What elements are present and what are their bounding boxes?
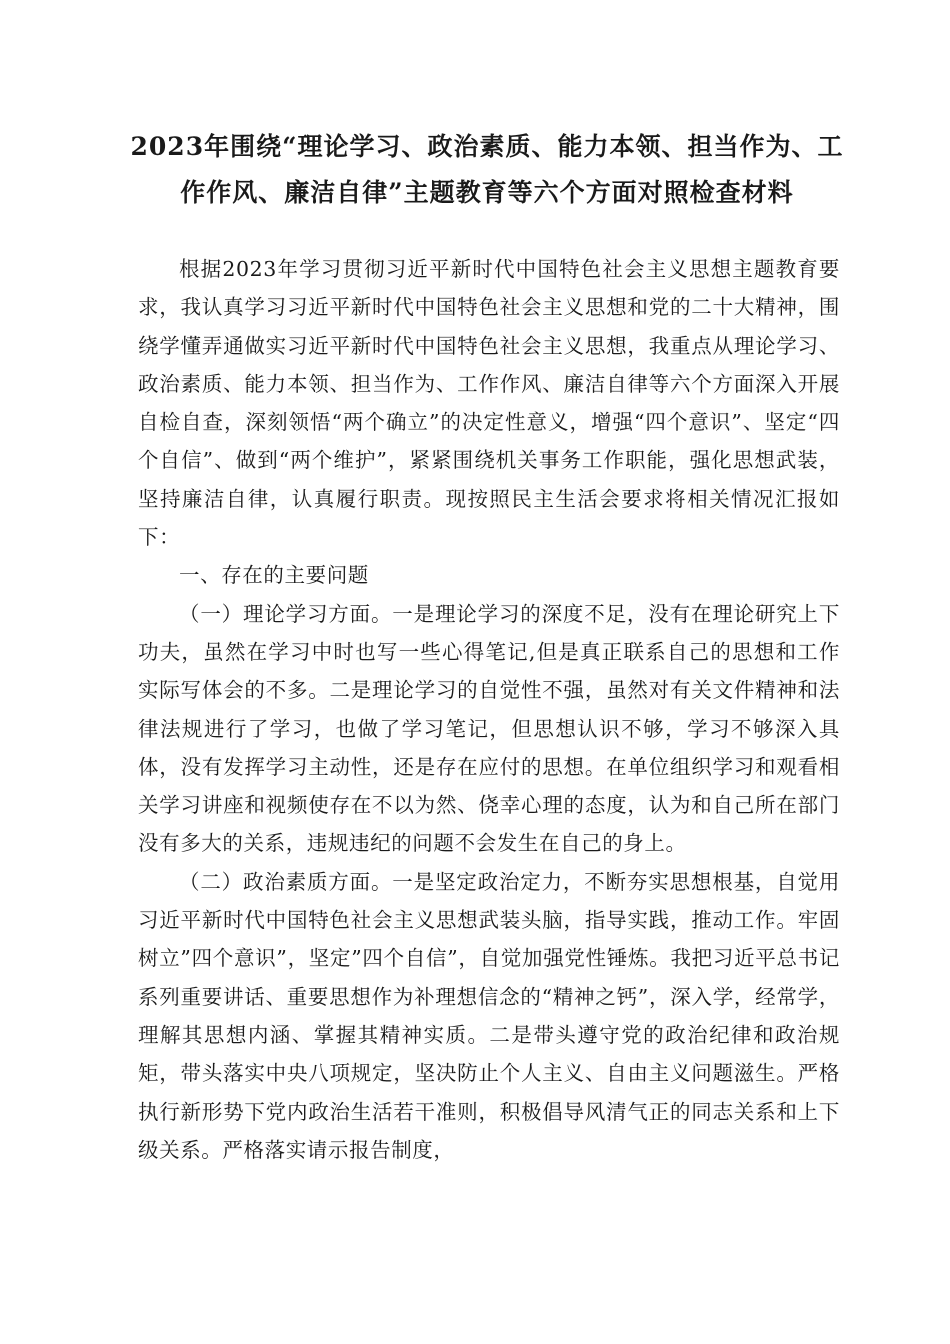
section-heading-main-problems: 一、存在的主要问题: [179, 563, 369, 588]
intro-paragraph: 根据2023年学习贯彻习近平新时代中国特色社会主义思想主题教育要求，我认真学习习近平新时代中国特色社会主义思想和党的二十大精神，围绕学懂弄通做实习近平新时代中国特色社会主义思想，我重点从理论学习、政治素质、能力本领、担当作为、工作作风、廉洁自律等六个方面深入开展自检自查，深刻领悟“两个确立”的决定性意义，增强“四个意识”、坚定“四个自信”、做到“两个维护”，紧紧围绕机关事务工作职能，强化思想武装，坚持廉洁自律，认真履行职责。现按照民主生活会要求将相关情况汇报如下：: [138, 257, 840, 550]
paragraph-political-quality: （二）政治素质方面。一是坚定政治定力，不断夯实思想根基，自觉用习近平新时代中国特色社会主义思想武装头脑，指导实践，推动工作。牢固树立”四个意识”，坚定”四个自信”，自觉加强党性锤炼。我把习近平总书记系列重要讲话、重要思想作为补理想信念的“精神之钙”，深入学，经常学，理解其思想内涵、掌握其精神实质。二是带头遵守党的政治纪律和政治规矩，带头落实中央八项规定，坚决防止个人主义、自由主义问题滋生。严格执行新形势下党内政治生活若干准则，积极倡导风清气正的同志关系和上下级关系。严格落实请示报告制度，: [138, 869, 840, 1162]
paragraph-theory-study: （一）理论学习方面。一是理论学习的深度不足，没有在理论研究上下功夫，虽然在学习中时也写一些心得笔记,但是真正联系自己的思想和工作实际写体会的不多。二是理论学习的自觉性不强，虽然对有关文件精神和法律法规进行了学习，也做了学习笔记，但思想认识不够，学习不够深入具体，没有发挥学习主动性，还是存在应付的思想。在单位组织学习和观看相关学习讲座和视频使存在不以为然、侥幸心理的态度，认为和自己所在部门没有多大的关系，违规违纪的问题不会发生在自己的身上。: [138, 601, 840, 856]
document-body: [138, 250, 840, 1169]
title-line-1: 2023年围绕“理论学习、政治素质、能力本领、担当作为、工: [130, 132, 844, 161]
document-title: [130, 118, 844, 216]
title-line-2: 作作风、廉洁自律”主题教育等六个方面对照检查材料: [180, 178, 794, 207]
